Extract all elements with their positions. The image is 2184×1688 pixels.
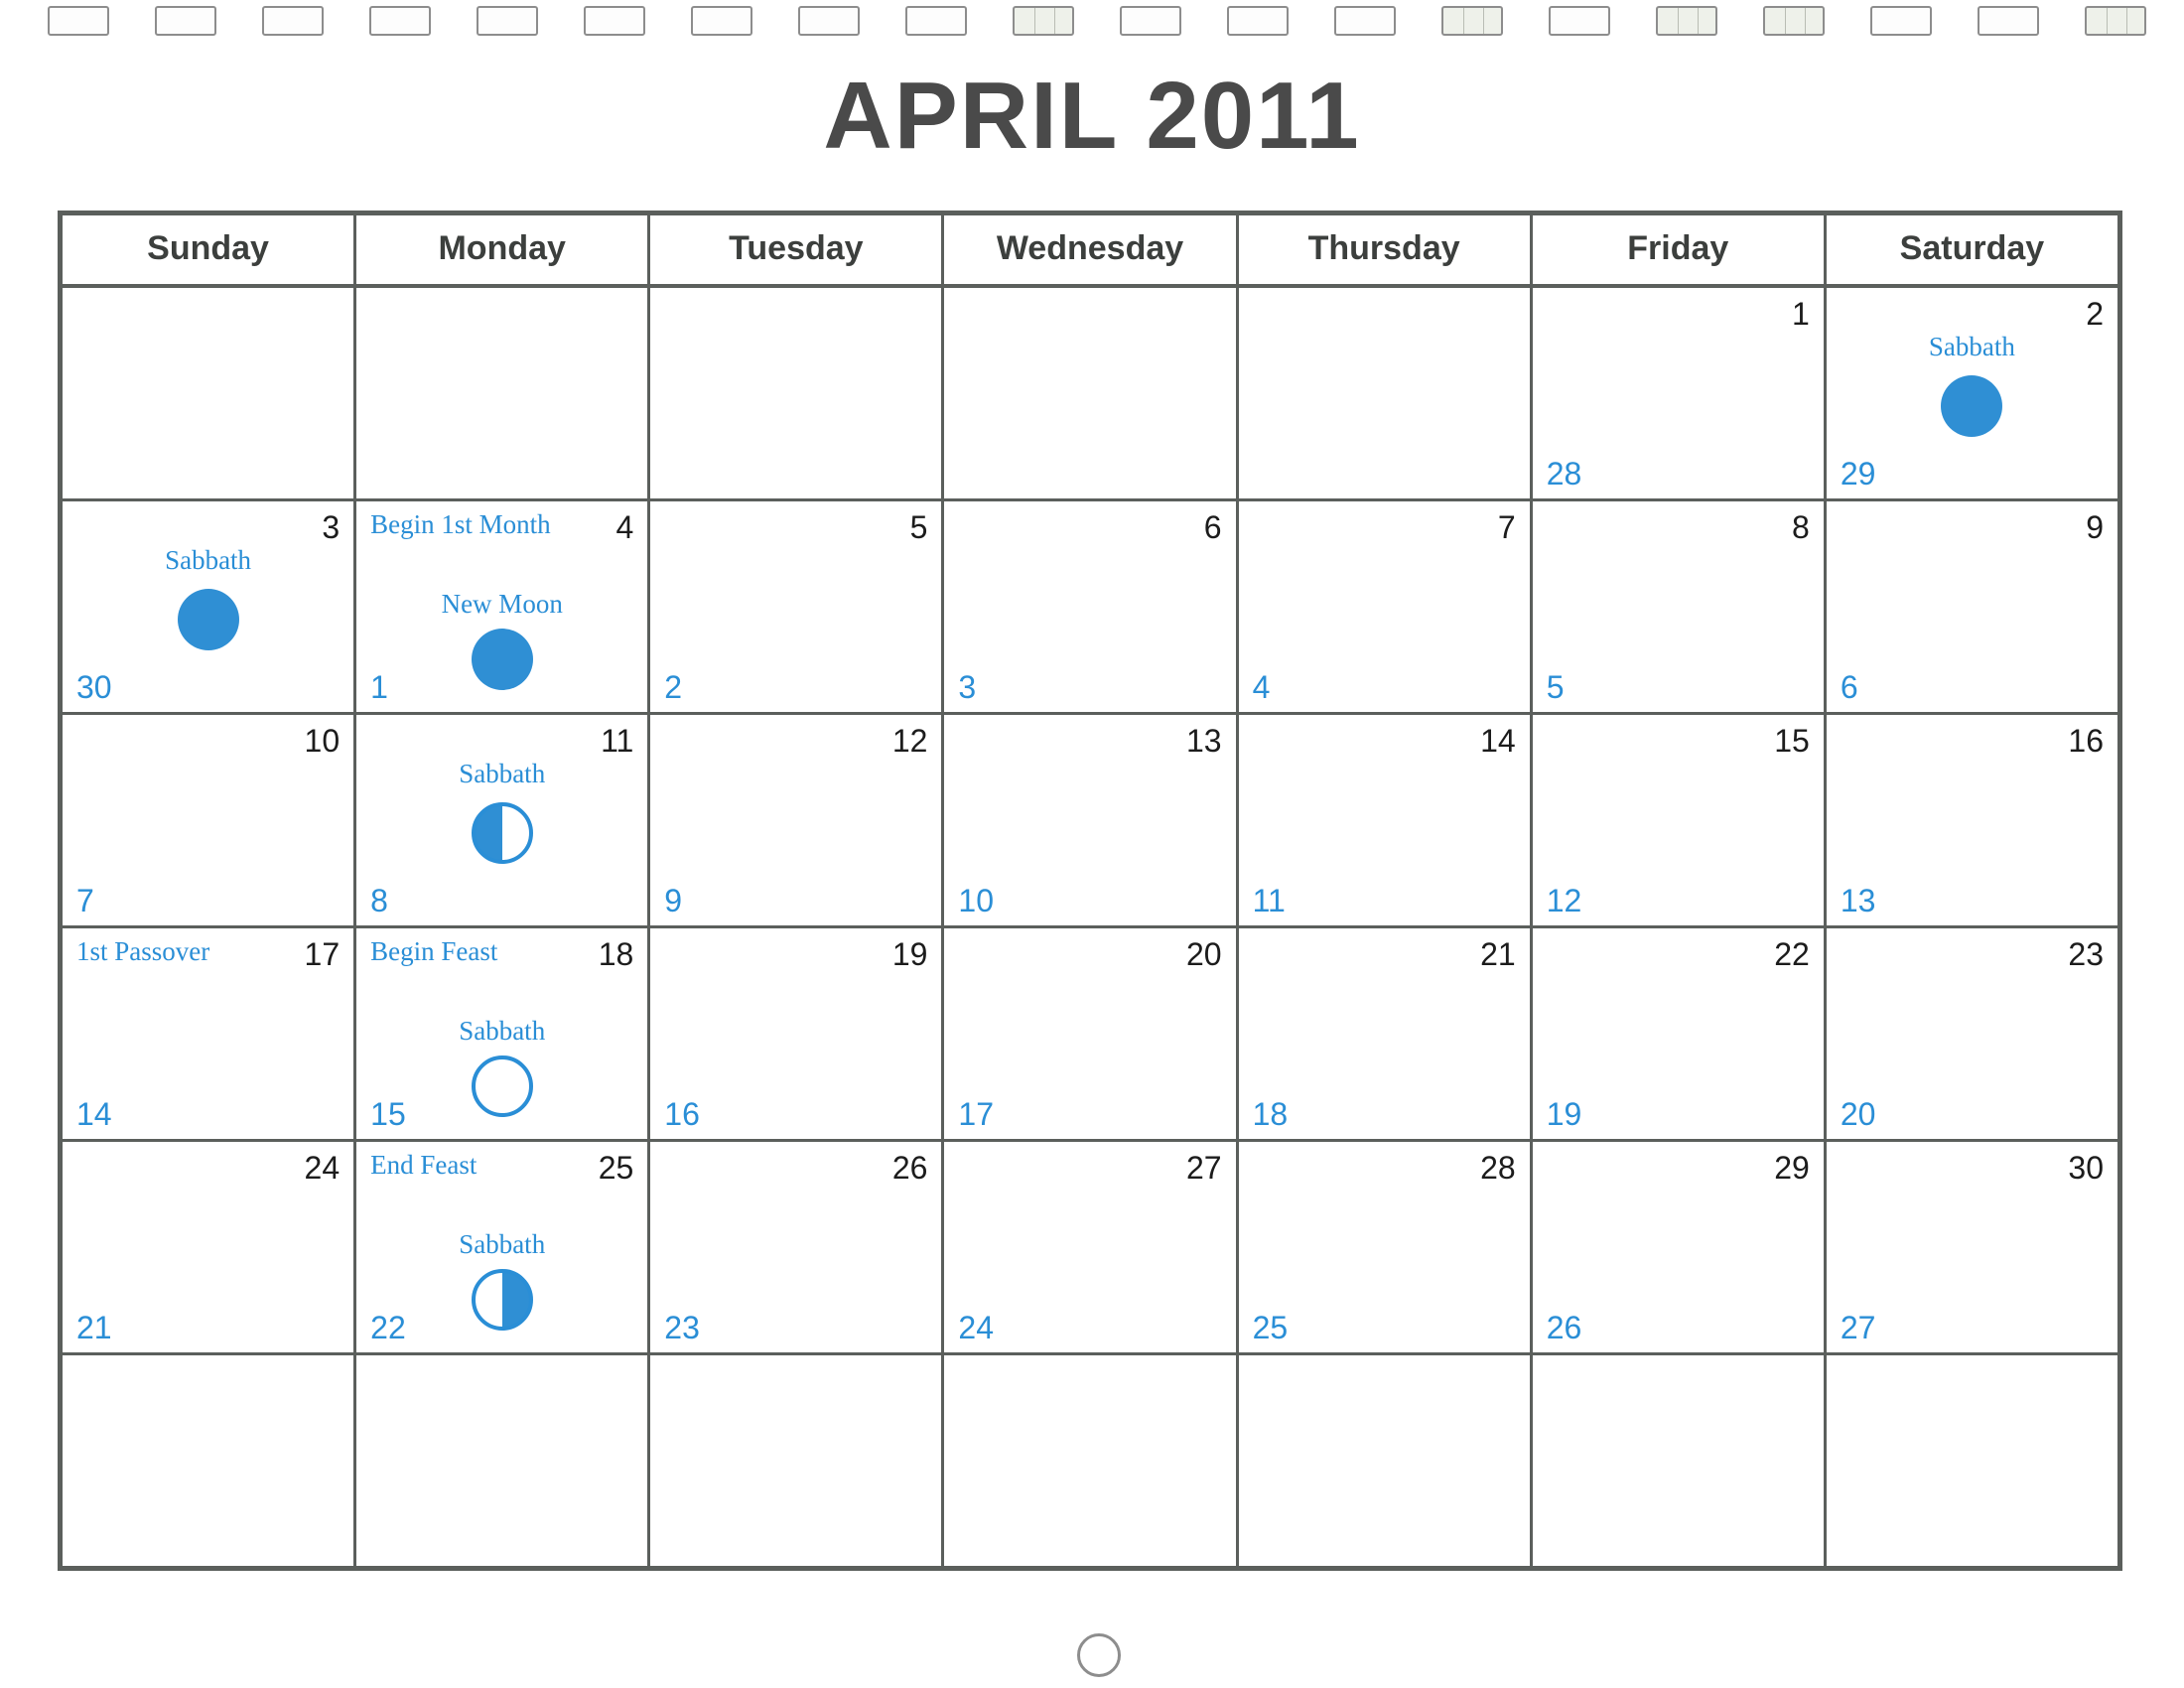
gregorian-date: 15	[1774, 723, 1810, 759]
binding-punch	[1227, 6, 1289, 36]
hebrew-date: 1	[370, 669, 388, 705]
gregorian-date: 18	[598, 936, 634, 972]
gregorian-date: 12	[891, 723, 928, 759]
event-label: Sabbath	[459, 759, 546, 788]
day-cell-empty[interactable]	[1239, 288, 1533, 498]
gregorian-date: 16	[2068, 723, 2104, 759]
binding-punch	[1013, 6, 1074, 36]
gregorian-date: 11	[601, 723, 634, 759]
day-cell-10[interactable]	[63, 715, 356, 925]
day-cell-14[interactable]	[1239, 715, 1533, 925]
calendar-week-row	[63, 715, 2117, 928]
binding-punch	[1656, 6, 1717, 36]
hebrew-date: 13	[1840, 883, 1876, 918]
day-cell-empty[interactable]	[356, 288, 650, 498]
new-moon-icon	[1941, 375, 2002, 437]
day-cell-19[interactable]	[650, 928, 944, 1139]
hebrew-date: 8	[370, 883, 388, 918]
calendar-week-row	[63, 1355, 2117, 1566]
gregorian-date: 2	[2086, 296, 2104, 332]
day-cell-3[interactable]	[63, 501, 356, 712]
day-cell-empty[interactable]	[356, 1355, 650, 1566]
calendar-week-row	[63, 501, 2117, 715]
day-cell-28[interactable]	[1239, 1142, 1533, 1352]
binding-punch-tick	[1463, 8, 1464, 34]
day-cell-15[interactable]	[1533, 715, 1827, 925]
binding-punch-tick	[1034, 8, 1035, 34]
event-label: Sabbath	[1928, 332, 2015, 361]
event-note: Begin 1st Month	[370, 509, 551, 539]
calendar-week-row	[63, 288, 2117, 501]
hebrew-date: 5	[1546, 669, 1565, 705]
gregorian-date: 25	[598, 1150, 634, 1186]
binding-punch	[477, 6, 538, 36]
new-moon-icon	[178, 589, 239, 650]
binding-punch	[905, 6, 967, 36]
day-cell-26[interactable]	[650, 1142, 944, 1352]
day-cell-17[interactable]	[63, 928, 356, 1139]
day-cell-22[interactable]	[1533, 928, 1827, 1139]
day-cell-18[interactable]	[356, 928, 650, 1139]
binding-punch	[1334, 6, 1396, 36]
binding-punch	[48, 6, 109, 36]
hebrew-date: 11	[1252, 883, 1286, 918]
gregorian-date: 28	[1480, 1150, 1516, 1186]
day-cell-27[interactable]	[944, 1142, 1238, 1352]
calendar-week-row	[63, 928, 2117, 1142]
event-label: Sabbath	[459, 1016, 546, 1046]
event-note: Begin Feast	[370, 936, 498, 966]
gregorian-date: 5	[909, 509, 928, 545]
day-cell-7[interactable]	[1239, 501, 1533, 712]
day-cell-1[interactable]	[1533, 288, 1827, 498]
binding-punch	[691, 6, 752, 36]
binding-punch-tick	[1054, 8, 1055, 34]
gregorian-date: 4	[615, 509, 634, 545]
day-cell-2[interactable]	[1827, 288, 2117, 498]
day-cell-11[interactable]	[356, 715, 650, 925]
event-note: End Feast	[370, 1150, 478, 1180]
hebrew-date: 3	[958, 669, 977, 705]
hebrew-date: 27	[1840, 1310, 1876, 1345]
binding-punch	[2085, 6, 2146, 36]
hebrew-date: 20	[1840, 1096, 1876, 1132]
hebrew-date: 29	[1840, 456, 1876, 492]
weekday-header-thursday: Thursday	[1239, 215, 1533, 284]
gregorian-date: 26	[891, 1150, 928, 1186]
hebrew-date: 2	[664, 669, 683, 705]
hebrew-date: 30	[76, 669, 112, 705]
half-moon-icon	[472, 802, 533, 864]
gregorian-date: 27	[1185, 1150, 1222, 1186]
hebrew-date: 4	[1252, 669, 1271, 705]
calendar-grid	[58, 211, 2122, 1571]
binding-punch	[584, 6, 645, 36]
day-cell-empty[interactable]	[944, 288, 1238, 498]
gregorian-date: 22	[1774, 936, 1810, 972]
bottom-punch-hole	[1077, 1633, 1121, 1677]
binding-punch	[155, 6, 216, 36]
day-cell-empty[interactable]	[63, 1355, 356, 1566]
day-cell-empty[interactable]	[1827, 1355, 2117, 1566]
hebrew-date: 7	[76, 883, 94, 918]
gregorian-date: 10	[304, 723, 341, 759]
binding-punch-tick	[1698, 8, 1699, 34]
day-cell-30[interactable]	[1827, 1142, 2117, 1352]
day-cell-4[interactable]	[356, 501, 650, 712]
hebrew-date: 24	[958, 1310, 995, 1345]
binding-punch	[1978, 6, 2039, 36]
event-label: Sabbath	[459, 1229, 546, 1259]
binding-punch-tick	[1483, 8, 1484, 34]
day-cell-5[interactable]	[650, 501, 944, 712]
binding-punch-tick	[1805, 8, 1806, 34]
weekday-header-row	[63, 215, 2117, 288]
weekday-header-friday: Friday	[1533, 215, 1827, 284]
weekday-header-tuesday: Tuesday	[650, 215, 944, 284]
gregorian-date: 9	[2086, 509, 2104, 545]
day-cell-29[interactable]	[1533, 1142, 1827, 1352]
gregorian-date: 3	[322, 509, 341, 545]
page-title: APRIL 2011	[823, 63, 1361, 169]
day-cell-empty[interactable]	[650, 288, 944, 498]
day-cell-6[interactable]	[944, 501, 1238, 712]
hebrew-date: 19	[1546, 1096, 1582, 1132]
hebrew-date: 12	[1546, 883, 1582, 918]
binding-punch	[369, 6, 431, 36]
binding-punch	[798, 6, 860, 36]
calendar-week-row	[63, 1142, 2117, 1355]
day-cell-12[interactable]	[650, 715, 944, 925]
gregorian-date: 20	[1185, 936, 1222, 972]
calendar-weeks	[63, 288, 2117, 1566]
binding-punch-tick	[1785, 8, 1786, 34]
weekday-header-sunday: Sunday	[63, 215, 356, 284]
event-note: 1st Passover	[76, 936, 210, 966]
day-cell-empty[interactable]	[944, 1355, 1238, 1566]
hebrew-date: 14	[76, 1096, 112, 1132]
hebrew-date: 26	[1546, 1310, 1582, 1345]
day-cell-13[interactable]	[944, 715, 1238, 925]
event-label: Sabbath	[165, 545, 252, 575]
binding-punch	[1763, 6, 1825, 36]
hebrew-date: 16	[664, 1096, 700, 1132]
day-cell-23[interactable]	[1827, 928, 2117, 1139]
binding-punch	[1549, 6, 1610, 36]
half-moon-icon	[472, 1269, 533, 1331]
binding-punch	[1120, 6, 1181, 36]
day-cell-empty[interactable]	[63, 288, 356, 498]
gregorian-date: 29	[1774, 1150, 1810, 1186]
full-moon-icon	[472, 1055, 533, 1117]
hebrew-date: 18	[1252, 1096, 1289, 1132]
weekday-header-wednesday: Wednesday	[944, 215, 1238, 284]
hebrew-date: 21	[76, 1310, 112, 1345]
hebrew-date: 9	[664, 883, 683, 918]
hebrew-date: 15	[370, 1096, 406, 1132]
hebrew-date: 6	[1840, 669, 1858, 705]
day-cell-empty[interactable]	[1533, 1355, 1827, 1566]
hebrew-date: 17	[958, 1096, 995, 1132]
day-cell-24[interactable]	[63, 1142, 356, 1352]
hebrew-date: 28	[1546, 456, 1582, 492]
spiral-binding-strip	[0, 0, 2184, 58]
hebrew-date: 10	[958, 883, 995, 918]
gregorian-date: 23	[2068, 936, 2104, 972]
binding-punch	[1870, 6, 1932, 36]
day-cell-25[interactable]	[356, 1142, 650, 1352]
gregorian-date: 6	[1203, 509, 1222, 545]
day-cell-8[interactable]	[1533, 501, 1827, 712]
day-cell-empty[interactable]	[650, 1355, 944, 1566]
day-cell-16[interactable]	[1827, 715, 2117, 925]
binding-punch-tick	[2126, 8, 2127, 34]
binding-punch	[1441, 6, 1503, 36]
day-cell-20[interactable]	[944, 928, 1238, 1139]
gregorian-date: 1	[1792, 296, 1810, 332]
gregorian-date: 13	[1185, 723, 1222, 759]
hebrew-date: 22	[370, 1310, 406, 1345]
hebrew-date: 25	[1252, 1310, 1289, 1345]
new-moon-icon	[472, 629, 533, 690]
binding-punch-tick	[1678, 8, 1679, 34]
weekday-header-monday: Monday	[356, 215, 650, 284]
binding-punch-tick	[2107, 8, 2108, 34]
day-cell-empty[interactable]	[1239, 1355, 1533, 1566]
gregorian-date: 7	[1497, 509, 1516, 545]
gregorian-date: 30	[2068, 1150, 2104, 1186]
day-cell-9[interactable]	[1827, 501, 2117, 712]
gregorian-date: 24	[304, 1150, 341, 1186]
day-cell-21[interactable]	[1239, 928, 1533, 1139]
hebrew-date: 23	[664, 1310, 700, 1345]
weekday-header-saturday: Saturday	[1899, 229, 2045, 267]
gregorian-date: 14	[1480, 723, 1516, 759]
gregorian-date: 21	[1480, 936, 1516, 972]
event-label: New Moon	[441, 589, 563, 619]
gregorian-date: 8	[1792, 509, 1810, 545]
binding-punch	[262, 6, 324, 36]
gregorian-date: 17	[304, 936, 341, 972]
gregorian-date: 19	[891, 936, 928, 972]
